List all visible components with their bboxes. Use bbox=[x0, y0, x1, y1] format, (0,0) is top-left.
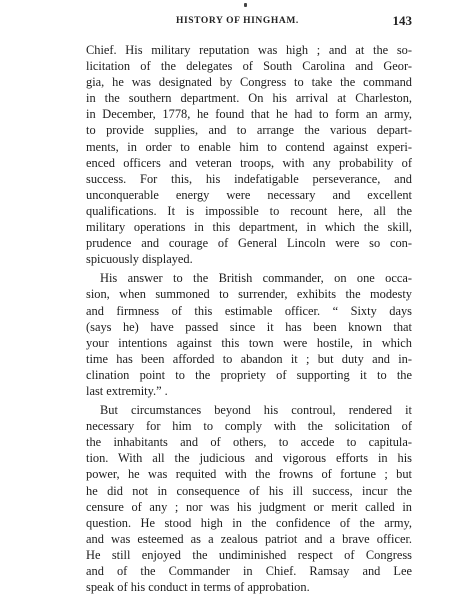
text-line: your intentions against this town were hostile, in which bbox=[86, 335, 412, 350]
text-line: necessary for him to comply with the solicitation of bbox=[86, 419, 412, 434]
text-line: speak of his conduct in terms of approbation. bbox=[86, 580, 310, 595]
text-line: time has been afforded to abandon it ; but duty and in- bbox=[86, 351, 412, 366]
text-line: sion, when summoned to surrender, exhibits the modesty bbox=[86, 287, 412, 302]
text-line: the inhabitants and of others, to accede to capitula- bbox=[86, 435, 412, 450]
text-line: But circumstances beyond his controul, rendered it bbox=[100, 403, 412, 418]
text-line: censure of any ; nor was his judgment or merit called in bbox=[86, 499, 412, 514]
text-line: unconquerable energy were necessary and excellent bbox=[86, 187, 412, 202]
text-line: and firmness of this estimable officer. “ Sixty days bbox=[86, 303, 412, 318]
text-line: licitation of the delegates of South Carolina and Geor- bbox=[86, 59, 412, 74]
body-text bbox=[86, 42, 412, 595]
text-line: gia, he was designated by Congress to take the command bbox=[86, 75, 412, 90]
ink-speck bbox=[244, 3, 247, 7]
text-line: to provide supplies, and to arrange the various depart- bbox=[86, 123, 412, 138]
text-line: in December, 1778, he found that he had to form an army, bbox=[86, 107, 412, 122]
text-line: last extremity.” . bbox=[86, 383, 168, 398]
text-line: He still enjoyed the undiminished respect of Congress bbox=[86, 547, 412, 562]
paragraph-3 bbox=[86, 402, 412, 595]
text-line: question. He stood high in the confidence of the army, bbox=[86, 515, 412, 530]
text-line: ments, in order to enable him to contend against experi- bbox=[86, 139, 412, 154]
text-line: success. For this, his indefatigable perseverance, and bbox=[86, 171, 412, 186]
text-line: clination point to the propriety of supporting it to the bbox=[86, 367, 412, 382]
text-line: power, he was requited with the frowns of fortune ; but bbox=[86, 467, 412, 482]
text-line: qualifications. It is impossible to recount here, all the bbox=[86, 203, 412, 218]
text-line: (says he) have passed since it has been known that bbox=[86, 319, 412, 334]
page-number: 143 bbox=[392, 13, 412, 28]
page-header bbox=[86, 13, 412, 33]
text-line: military operations in this department, in which the skill, bbox=[86, 220, 412, 235]
text-line: enced officers and veteran troops, with any probability of bbox=[86, 155, 412, 170]
text-line: and was esteemed as a zealous patriot and a brave officer. bbox=[86, 531, 412, 546]
text-line: he did not in consequence of his ill success, incur the bbox=[86, 483, 412, 498]
text-line: Chief. His military reputation was high ; and at the so- bbox=[86, 43, 412, 57]
paragraph-1 bbox=[86, 42, 412, 267]
text-line: and of the Commander in Chief. Ramsay and Lee bbox=[86, 564, 412, 578]
text-line: spicuously displayed. bbox=[86, 252, 193, 267]
running-head: HISTORY OF HINGHAM. bbox=[176, 16, 299, 26]
text-line: His answer to the British commander, on one occa- bbox=[100, 271, 412, 286]
paragraph-2 bbox=[86, 270, 412, 399]
text-line: in the southern department. On his arrival at Charleston, bbox=[86, 91, 412, 106]
text-line: tion. With all the judicious and vigorous efforts in his bbox=[86, 451, 412, 466]
text-line: prudence and courage of General Lincoln were so con- bbox=[86, 236, 412, 251]
